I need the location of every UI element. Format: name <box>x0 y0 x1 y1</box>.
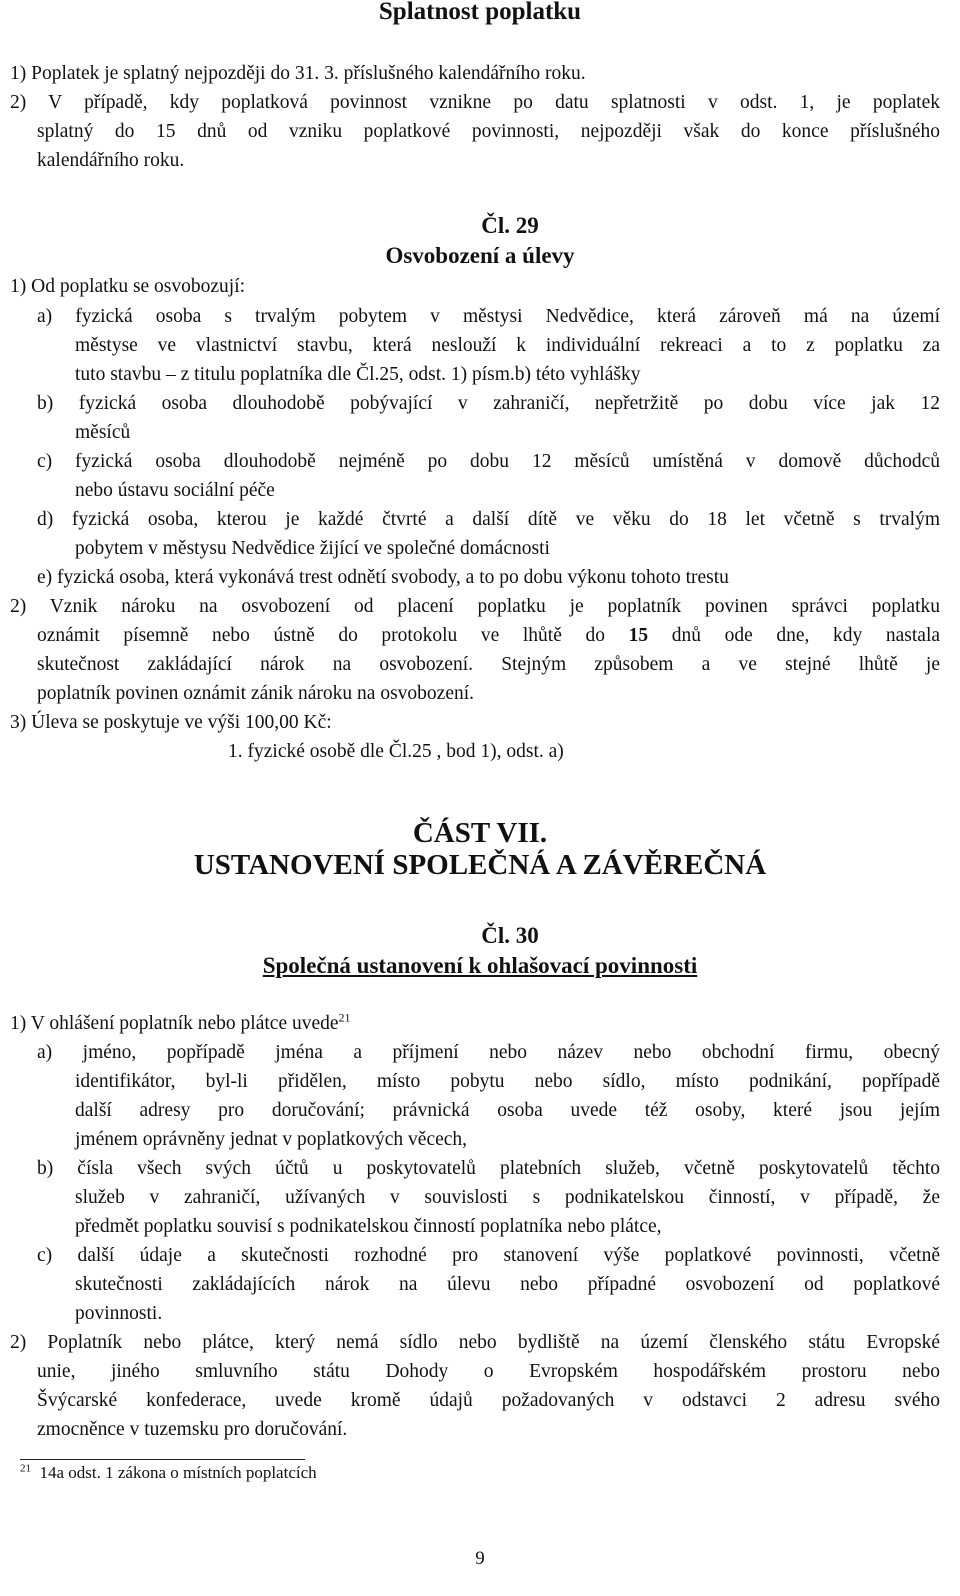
list-item-1: 1. fyzické osobě dle Čl.25 , bod 1), odst. a) <box>228 741 564 762</box>
paragraph-line: 2) Vznik nároku na osvobození od placení poplatku je poplatník povinen správci poplatku <box>10 596 940 617</box>
article-title-30: Společná ustanovení k ohlašovací povinnosti <box>262 953 698 978</box>
part-title: ČÁST VII. <box>412 817 548 849</box>
paragraph-line: oznámit písemně nebo ústně do protokolu ve lhůtě do 15 dnů ode dne, kdy nastala <box>37 625 941 646</box>
paragraph-line: další adresy pro doručování; právnická osoba uvede též osoby, které jsou jejím <box>75 1100 940 1121</box>
paragraph-line: měsíců <box>75 422 131 443</box>
paragraph-line: Švýcarské konfederace, uvede kromě údajů požadovaných v odstavci 2 adresu svého <box>37 1390 940 1411</box>
paragraph-line: 2) Poplatník nebo plátce, který nemá sídlo nebo bydliště na území členského státu Evropské <box>10 1332 940 1353</box>
paragraph-line: jménem oprávněny jednat v poplatkových věcech, <box>75 1129 468 1150</box>
paragraph-line: 1) Poplatek je splatný nejpozději do 31. 3. příslušného kalendářního roku. <box>10 63 586 84</box>
article-title-29: Osvobození a úlevy <box>385 243 575 268</box>
footnote-reference[interactable]: 21 <box>338 1010 351 1025</box>
paragraph-line: skutečnosti zakládajících nárok na úlevu nebo případné osvobození od poplatkové <box>75 1274 940 1295</box>
part-subtitle: USTANOVENÍ SPOLEČNÁ A ZÁVĚREČNÁ <box>193 849 767 881</box>
deadline-days: 15 <box>628 625 649 646</box>
paragraph-line: skutečnost zakládající nárok na osvobození. Stejným způsobem a ve stejné lhůtě je <box>37 654 940 675</box>
section-title-splatnost: Splatnost poplatku <box>378 0 582 25</box>
list-item-b: b) čísla všech svých účtů u poskytovatelů platebních služeb, včetně poskytovatelů těchto <box>37 1158 940 1179</box>
paragraph-line: nebo ústavu sociální péče <box>75 480 275 501</box>
paragraph-line: poplatník povinen oznámit zánik nároku na osvobození. <box>37 683 475 704</box>
paragraph-line: povinnosti. <box>75 1303 163 1324</box>
list-item-c: c) další údaje a skutečnosti rozhodné pro stanovení výše poplatkové povinnosti, včetně <box>37 1245 940 1266</box>
footnote-mark: 21 <box>20 1462 31 1475</box>
list-item-a: a) jméno, popřípadě jména a příjmení nebo název nebo obchodní firmu, obecný <box>37 1042 940 1063</box>
paragraph-line: městyse ve vlastnictví stavbu, která neslouží k individuální rekreaci a to z poplatku za <box>75 335 940 356</box>
paragraph-line: splatný do 15 dnů od vzniku poplatkové povinnosti, nejpozději však do konce příslušného <box>37 121 940 142</box>
paragraph-line: předmět poplatku souvisí s podnikatelskou činností poplatníka nebo plátce, <box>75 1216 662 1237</box>
paragraph-line: kalendářního roku. <box>37 150 185 171</box>
list-item-e: e) fyzická osoba, která vykonává trest odnětí svobody, a to po dobu výkonu tohoto trestu <box>37 567 729 588</box>
page-number: 9 <box>475 1548 485 1569</box>
paragraph-line: tuto stavbu – z titulu poplatníka dle Čl.25, odst. 1) písm.b) této vyhlášky <box>75 364 641 385</box>
paragraph-line: 2) V případě, kdy poplatková povinnost vznikne po datu splatnosti v odst. 1, je poplatek <box>10 92 940 113</box>
footnote-separator <box>20 1459 305 1460</box>
paragraph-line: unie, jiného smluvního státu Dohody o Evropském hospodářském prostoru nebo <box>37 1361 940 1382</box>
footnote <box>20 1462 317 1484</box>
paragraph-line: 1) V ohlášení poplatník nebo plátce uvede$^{21}$ <box>10 1010 351 1034</box>
footnote-text: 14a odst. 1 zákona o místních poplatcích <box>39 1463 317 1482</box>
paragraph-line: identifikátor, byl-li přidělen, místo pobytu nebo sídlo, místo podnikání, popřípadě <box>75 1071 940 1092</box>
paragraph-line: 3) Úleva se poskytuje ve výši 100,00 Kč: <box>10 712 332 733</box>
list-item-a: a) fyzická osoba s trvalým pobytem v městysi Nedvědice, která zároveň má na území <box>37 306 940 327</box>
paragraph-line: pobytem v městysu Nedvědice žijící ve společné domácnosti <box>75 538 550 559</box>
list-item-c: c) fyzická osoba dlouhodobě nejméně po dobu 12 měsíců umístěná v domově důchodců <box>37 451 940 472</box>
paragraph-line: služeb v zahraničí, užívaných v souvislosti s podnikatelskou činností, v případě, že <box>75 1187 940 1208</box>
list-item-b: b) fyzická osoba dlouhodobě pobývající v zahraničí, nepřetržitě po dobu více jak 12 <box>37 393 940 414</box>
article-number-29: Čl. 29 <box>481 213 539 238</box>
paragraph-line: 1) Od poplatku se osvobozují: <box>10 276 246 297</box>
article-number-30: Čl. 30 <box>481 923 539 948</box>
list-item-d: d) fyzická osoba, kterou je každé čtvrté a další dítě ve věku do 18 let včetně s trvalým <box>37 509 940 530</box>
paragraph-line: zmocněnce v tuzemsku pro doručování. <box>37 1419 348 1440</box>
